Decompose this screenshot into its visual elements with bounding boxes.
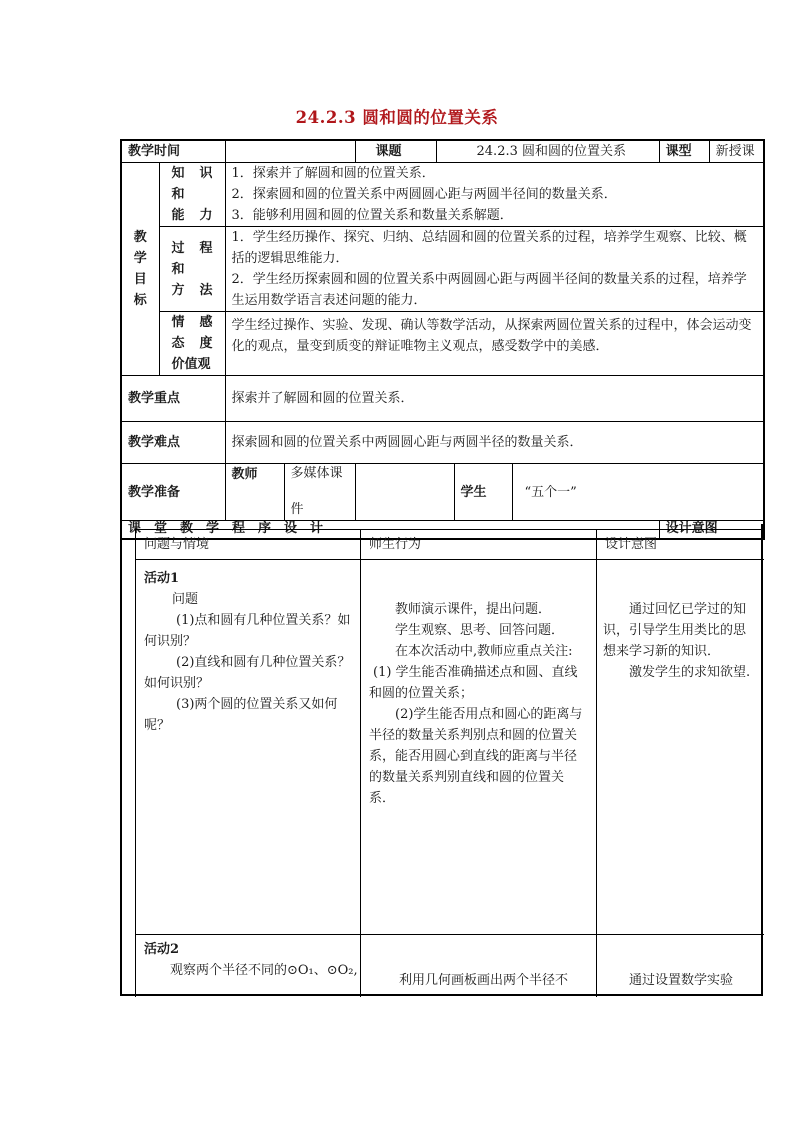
- lesson-info-table: [120, 139, 765, 540]
- goals-label-text: [128, 227, 153, 311]
- activity1-intent-cell: [597, 560, 764, 935]
- teaching-time-label: 教学时间: [121, 140, 225, 163]
- student-value: “五个一”: [512, 464, 764, 521]
- activity2-intent-cell: [597, 935, 764, 997]
- knowledge-label-line2: 和: [171, 187, 186, 202]
- activity1-question-line: (3)两个圆的位置关系又如何呢？: [144, 697, 338, 733]
- activity2-behavior-cell: [361, 935, 597, 997]
- goals-label: [121, 163, 159, 376]
- header-question: 问题与情境: [136, 530, 361, 560]
- teacher-value: 多媒体课件: [284, 464, 349, 521]
- document-title: 24.2.3 圆和圆的位置关系: [295, 108, 499, 127]
- activity2-question-cell: [136, 935, 361, 997]
- goals-label-char: 教: [133, 230, 147, 245]
- activity1-behavior-line: (2)学生能否用点和圆心的距离与半径的数量关系判别点和圆的位置关系，能否用圆心到直线的距离与半径的数量关系判别直线和圆的位置关系．: [369, 707, 583, 806]
- knowledge-item: 2．探索圆和圆的位置关系中两圆圆心距与两圆半径间的数量关系．: [231, 187, 617, 202]
- difficulty-label: 教学难点: [121, 422, 225, 464]
- knowledge-item: 1．探索并了解圆和圆的位置关系．: [231, 166, 435, 181]
- activity1-behavior-line: 学生观察、思考、回答问题．: [395, 623, 565, 638]
- type-value: 新授课: [709, 140, 764, 163]
- key-point-text: 探索并了解圆和圆的位置关系．: [225, 376, 764, 422]
- teacher-label-text: 教师: [231, 467, 258, 482]
- activity1-behavior-line: 教师演示课件，提出问题．: [395, 602, 552, 617]
- activity1-question-line: (1)点和圆有几种位置关系？如何识别？: [144, 613, 351, 649]
- knowledge-label: [159, 163, 225, 227]
- process-table: [135, 529, 764, 997]
- key-point-label: 教学重点: [121, 376, 225, 422]
- prep-label: 教学准备: [121, 464, 225, 521]
- activity2-name: 活动2: [144, 942, 180, 957]
- student-label: 学生: [454, 464, 512, 521]
- process-item: 2．学生经历探索圆和圆的位置关系中两圆圆心距与两圆半径间的数量关系的过程，培养学生运用数学语言表述问题的能力．: [231, 272, 747, 308]
- goals-label-char: 目: [133, 272, 147, 287]
- activity1-question-line: 问题: [172, 592, 199, 607]
- topic-label: 课题: [355, 140, 436, 163]
- activity1-intent-line: 激发学生的求知欲望.: [629, 665, 751, 680]
- goals-label-char: 学: [133, 251, 147, 266]
- attitude-text: 学生经过操作、实验、发现、确认等数学活动，从探索两圆位置关系的过程中，体会运动变化的观点，量变到质变的辩证唯物主义观点，感受数学中的美感．: [225, 312, 764, 376]
- knowledge-label-line1: 知 识: [171, 166, 214, 181]
- attitude-label-line1: 情 感: [171, 315, 214, 330]
- type-label: 课型: [659, 140, 709, 163]
- activity1-name: 活动1: [144, 571, 180, 586]
- process-label-line2: 和: [171, 261, 186, 277]
- activity1-behavior-line: 在本次活动中,教师应重点关注:: [395, 644, 573, 659]
- activity1-behavior-cell: [361, 560, 597, 935]
- activity2-intent-line: 通过设置数学实验: [629, 973, 734, 988]
- knowledge-label-line3: 能 力: [171, 208, 214, 223]
- process-label: [159, 227, 225, 312]
- attitude-label-line2: 态 度: [171, 336, 214, 351]
- process-items: [225, 227, 764, 312]
- header-behavior: 师生行为: [361, 530, 597, 560]
- difficulty-text: 探索圆和圆的位置关系中两圆圆心距与两圆半径的数量关系．: [225, 422, 764, 464]
- activity2-question-line: 观察两个半径不同的⊙O₁、⊙O₂,: [170, 963, 358, 978]
- topic-value: 24.2.3 圆和圆的位置关系: [436, 140, 659, 163]
- process-label-line1: 过 程: [171, 240, 214, 256]
- teacher-label: [225, 464, 355, 521]
- design-bar-label: 课 堂 教 学 程 序 设 计: [121, 521, 659, 539]
- knowledge-item: 3．能够利用圆和圆的位置关系和数量关系解题．: [231, 208, 513, 223]
- teacher-value-continued: [355, 464, 454, 521]
- activity1-question-line: (2)直线和圆有几种位置关系？如何识别？: [144, 655, 351, 691]
- process-label-line3: 方 法: [171, 282, 214, 298]
- activity1-intent-line: 通过回忆已学过的知识，引导学生用类比的思想来学习新的知识．: [603, 602, 747, 659]
- activity1-behavior-line: (1) 学生能否准确描述点和圆、直线和圆的位置关系；: [369, 665, 578, 701]
- attitude-label: [159, 312, 225, 376]
- process-item: 1．学生经历操作、探究、归纳、总结圆和圆的位置关系的过程，培养学生观察、比较、概括的逻辑思维能力．: [231, 230, 747, 266]
- activity1-question-cell: [136, 560, 361, 935]
- header-intent: 设计意图: [597, 530, 764, 560]
- knowledge-items: [225, 163, 764, 227]
- attitude-label-line3: 价值观: [171, 357, 211, 372]
- design-bar-right-label: 设计意图: [659, 521, 764, 539]
- teaching-time-value: [225, 140, 355, 163]
- goals-label-char: 标: [133, 293, 147, 308]
- activity2-behavior-line: 利用几何画板画出两个半径不: [399, 973, 569, 988]
